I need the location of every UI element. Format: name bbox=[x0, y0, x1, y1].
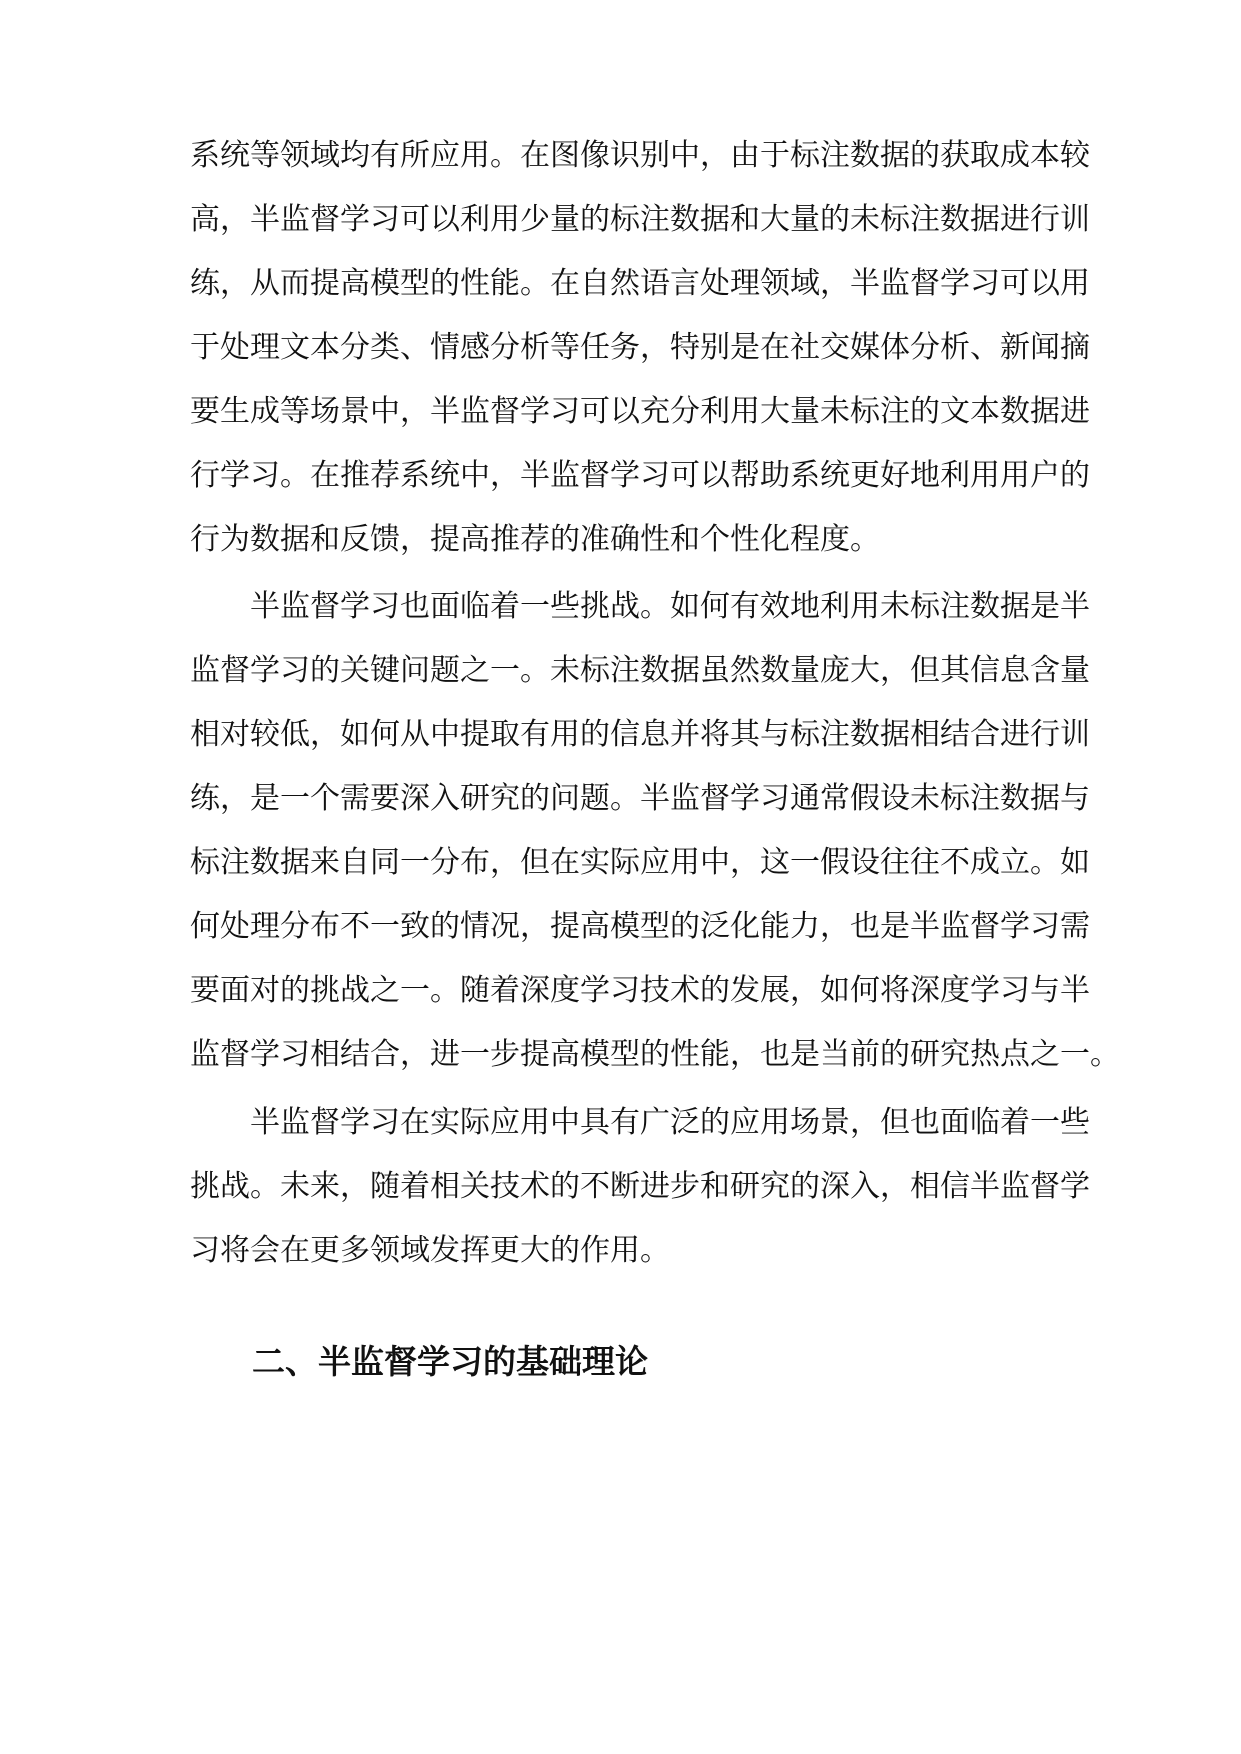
paragraph-1-line-2: 高，半监督学习可以利用少量的标注数据和大量的未标注数据进行训 bbox=[190, 202, 1090, 237]
paragraph-3-line-2: 挑战。未来，随着相关技术的不断进步和研究的深入，相信半监督学 bbox=[190, 1169, 1090, 1204]
paragraph-1-line-5: 要生成等场景中，半监督学习可以充分利用大量未标注的文本数据进 bbox=[190, 394, 1090, 429]
paragraph-2-line-4: 练，是一个需要深入研究的问题。半监督学习通常假设未标注数据与 bbox=[190, 781, 1090, 816]
paragraph-2-line-8: 监督学习相结合，进一步提高模型的性能，也是当前的研究热点之一。 bbox=[190, 1037, 1120, 1072]
paragraph-1-line-1: 系统等领域均有所应用。在图像识别中，由于标注数据的获取成本较 bbox=[190, 138, 1090, 173]
section-heading: 二、半监督学习的基础理论 bbox=[252, 1342, 648, 1381]
paragraph-3-line-3: 习将会在更多领域发挥更大的作用。 bbox=[190, 1233, 670, 1268]
paragraph-2-line-2: 监督学习的关键问题之一。未标注数据虽然数量庞大，但其信息含量 bbox=[190, 653, 1090, 688]
paragraph-1-line-3: 练，从而提高模型的性能。在自然语言处理领域，半监督学习可以用 bbox=[190, 266, 1090, 301]
paragraph-2-line-7: 要面对的挑战之一。随着深度学习技术的发展，如何将深度学习与半 bbox=[190, 973, 1090, 1008]
paragraph-3-line-1: 半监督学习在实际应用中具有广泛的应用场景，但也面临着一些 bbox=[250, 1105, 1090, 1140]
paragraph-1-line-4: 于处理文本分类、情感分析等任务，特别是在社交媒体分析、新闻摘 bbox=[190, 330, 1090, 365]
paragraph-1-line-6: 行学习。在推荐系统中，半监督学习可以帮助系统更好地利用用户的 bbox=[190, 458, 1090, 493]
paragraph-2-line-3: 相对较低，如何从中提取有用的信息并将其与标注数据相结合进行训 bbox=[190, 717, 1090, 752]
paragraph-1-line-7: 行为数据和反馈，提高推荐的准确性和个性化程度。 bbox=[190, 522, 880, 557]
paragraph-2-line-1: 半监督学习也面临着一些挑战。如何有效地利用未标注数据是半 bbox=[250, 589, 1090, 624]
paragraph-2-line-5: 标注数据来自同一分布，但在实际应用中，这一假设往往不成立。如 bbox=[190, 845, 1090, 880]
paragraph-2-line-6: 何处理分布不一致的情况，提高模型的泛化能力，也是半监督学习需 bbox=[190, 909, 1090, 944]
